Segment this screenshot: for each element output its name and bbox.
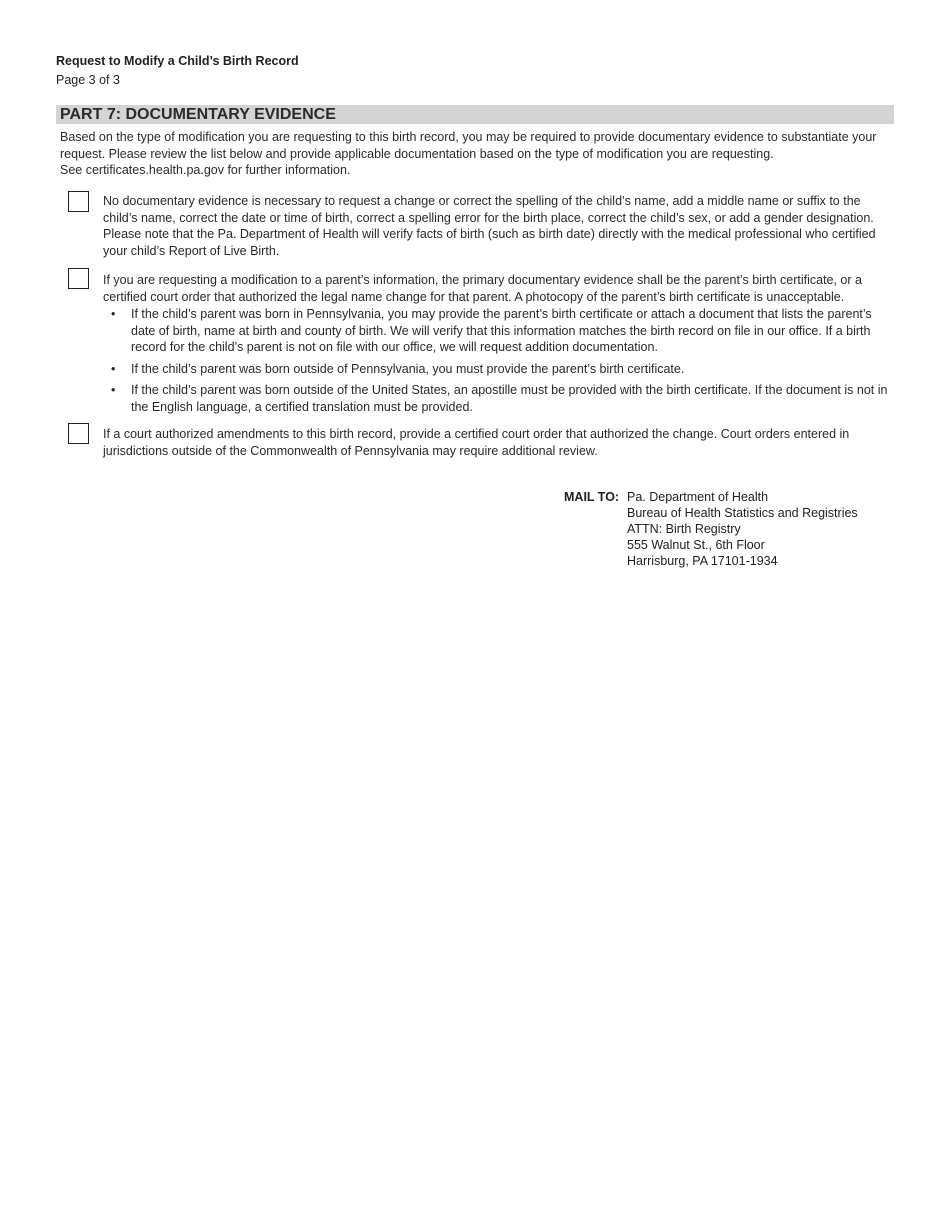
list-item bbox=[103, 382, 895, 415]
list-item bbox=[103, 306, 895, 356]
item-no-evidence-text: No documentary evidence is necessary to request a change or correct the spelling of the child’s name, add a middle name or suffix to the child’s name, correct the date or time of birth, correct a spelling error for the birth place, correct the child’s sex, or add a gender designation. Please note that the Pa. Department of Health will verify facts of birth (such as birth date) directly with the medical professional who certified your child’s Report of Live Birth. bbox=[103, 194, 876, 258]
bullet-icon: • bbox=[111, 307, 116, 321]
address-line: 555 Walnut St., 6th Floor bbox=[627, 538, 765, 552]
mail-to-label: MAIL TO: bbox=[564, 490, 620, 504]
address-line: Bureau of Health Statistics and Registries bbox=[627, 506, 858, 520]
checkbox-no-evidence[interactable] bbox=[68, 191, 89, 212]
bullet-text-born-outside-us: If the child’s parent was born outside of the United States, an apostille must be provided with the birth certificate. If the document is not in the English language, a certified translation must be provided. bbox=[131, 383, 888, 414]
bullet-icon: • bbox=[111, 383, 116, 397]
checkbox-parent-info[interactable] bbox=[68, 268, 89, 289]
item-parent-info bbox=[103, 272, 895, 420]
address-line: Pa. Department of Health bbox=[627, 490, 769, 504]
bullet-text-born-outside-pa: If the child’s parent was born outside of Pennsylvania, you must provide the parent’s birth certificate. bbox=[131, 361, 685, 376]
item-court-order bbox=[103, 426, 893, 459]
item-no-evidence bbox=[103, 193, 893, 259]
checkbox-court-order[interactable] bbox=[68, 423, 89, 444]
intro-text bbox=[60, 129, 892, 179]
parent-info-bullets bbox=[103, 306, 895, 415]
item-court-order-text: If a court authorized amendments to this birth record, provide a certified court order that authorized the change. Court orders entered in jurisdictions outside of the Commonwealth of Pennsylvania may require additional review. bbox=[103, 427, 850, 458]
bullet-icon: • bbox=[111, 361, 116, 376]
mail-to-address bbox=[627, 489, 858, 569]
intro-website-note: See certificates.health.pa.gov for further information. bbox=[60, 163, 351, 177]
part-7-heading: PART 7: DOCUMENTARY EVIDENCE bbox=[56, 105, 894, 124]
bullet-text-born-in-pa: If the child’s parent was born in Pennsylvania, you may provide the parent’s birth certificate or attach a document that lists the parent’s date of birth, name at birth and county of birth. We will verify that this information matches the birth record on file in our office. If a birth record for the child’s parent is not on file with our office, we will request addition documentation. bbox=[131, 307, 872, 354]
form-header-title: Request to Modify a Child’s Birth Record bbox=[56, 54, 299, 68]
page-number: Page 3 of 3 bbox=[56, 73, 120, 87]
intro-paragraph: Based on the type of modification you are requesting to this birth record, you may be required to provide documentary evidence to substantiate your request. Please review the list below and provide applicable documentation based on the type of modification you are requesting. bbox=[60, 130, 877, 161]
address-line: Harrisburg, PA 17101-1934 bbox=[627, 554, 778, 568]
list-item bbox=[103, 361, 895, 378]
item-parent-info-text: If you are requesting a modification to a parent’s information, the primary documentary evidence shall be the parent’s birth certificate, or a certified court order that authorized the legal name change for that parent. A photocopy of the parent’s birth certificate is unacceptable. bbox=[103, 273, 862, 304]
address-line: ATTN: Birth Registry bbox=[627, 522, 741, 536]
